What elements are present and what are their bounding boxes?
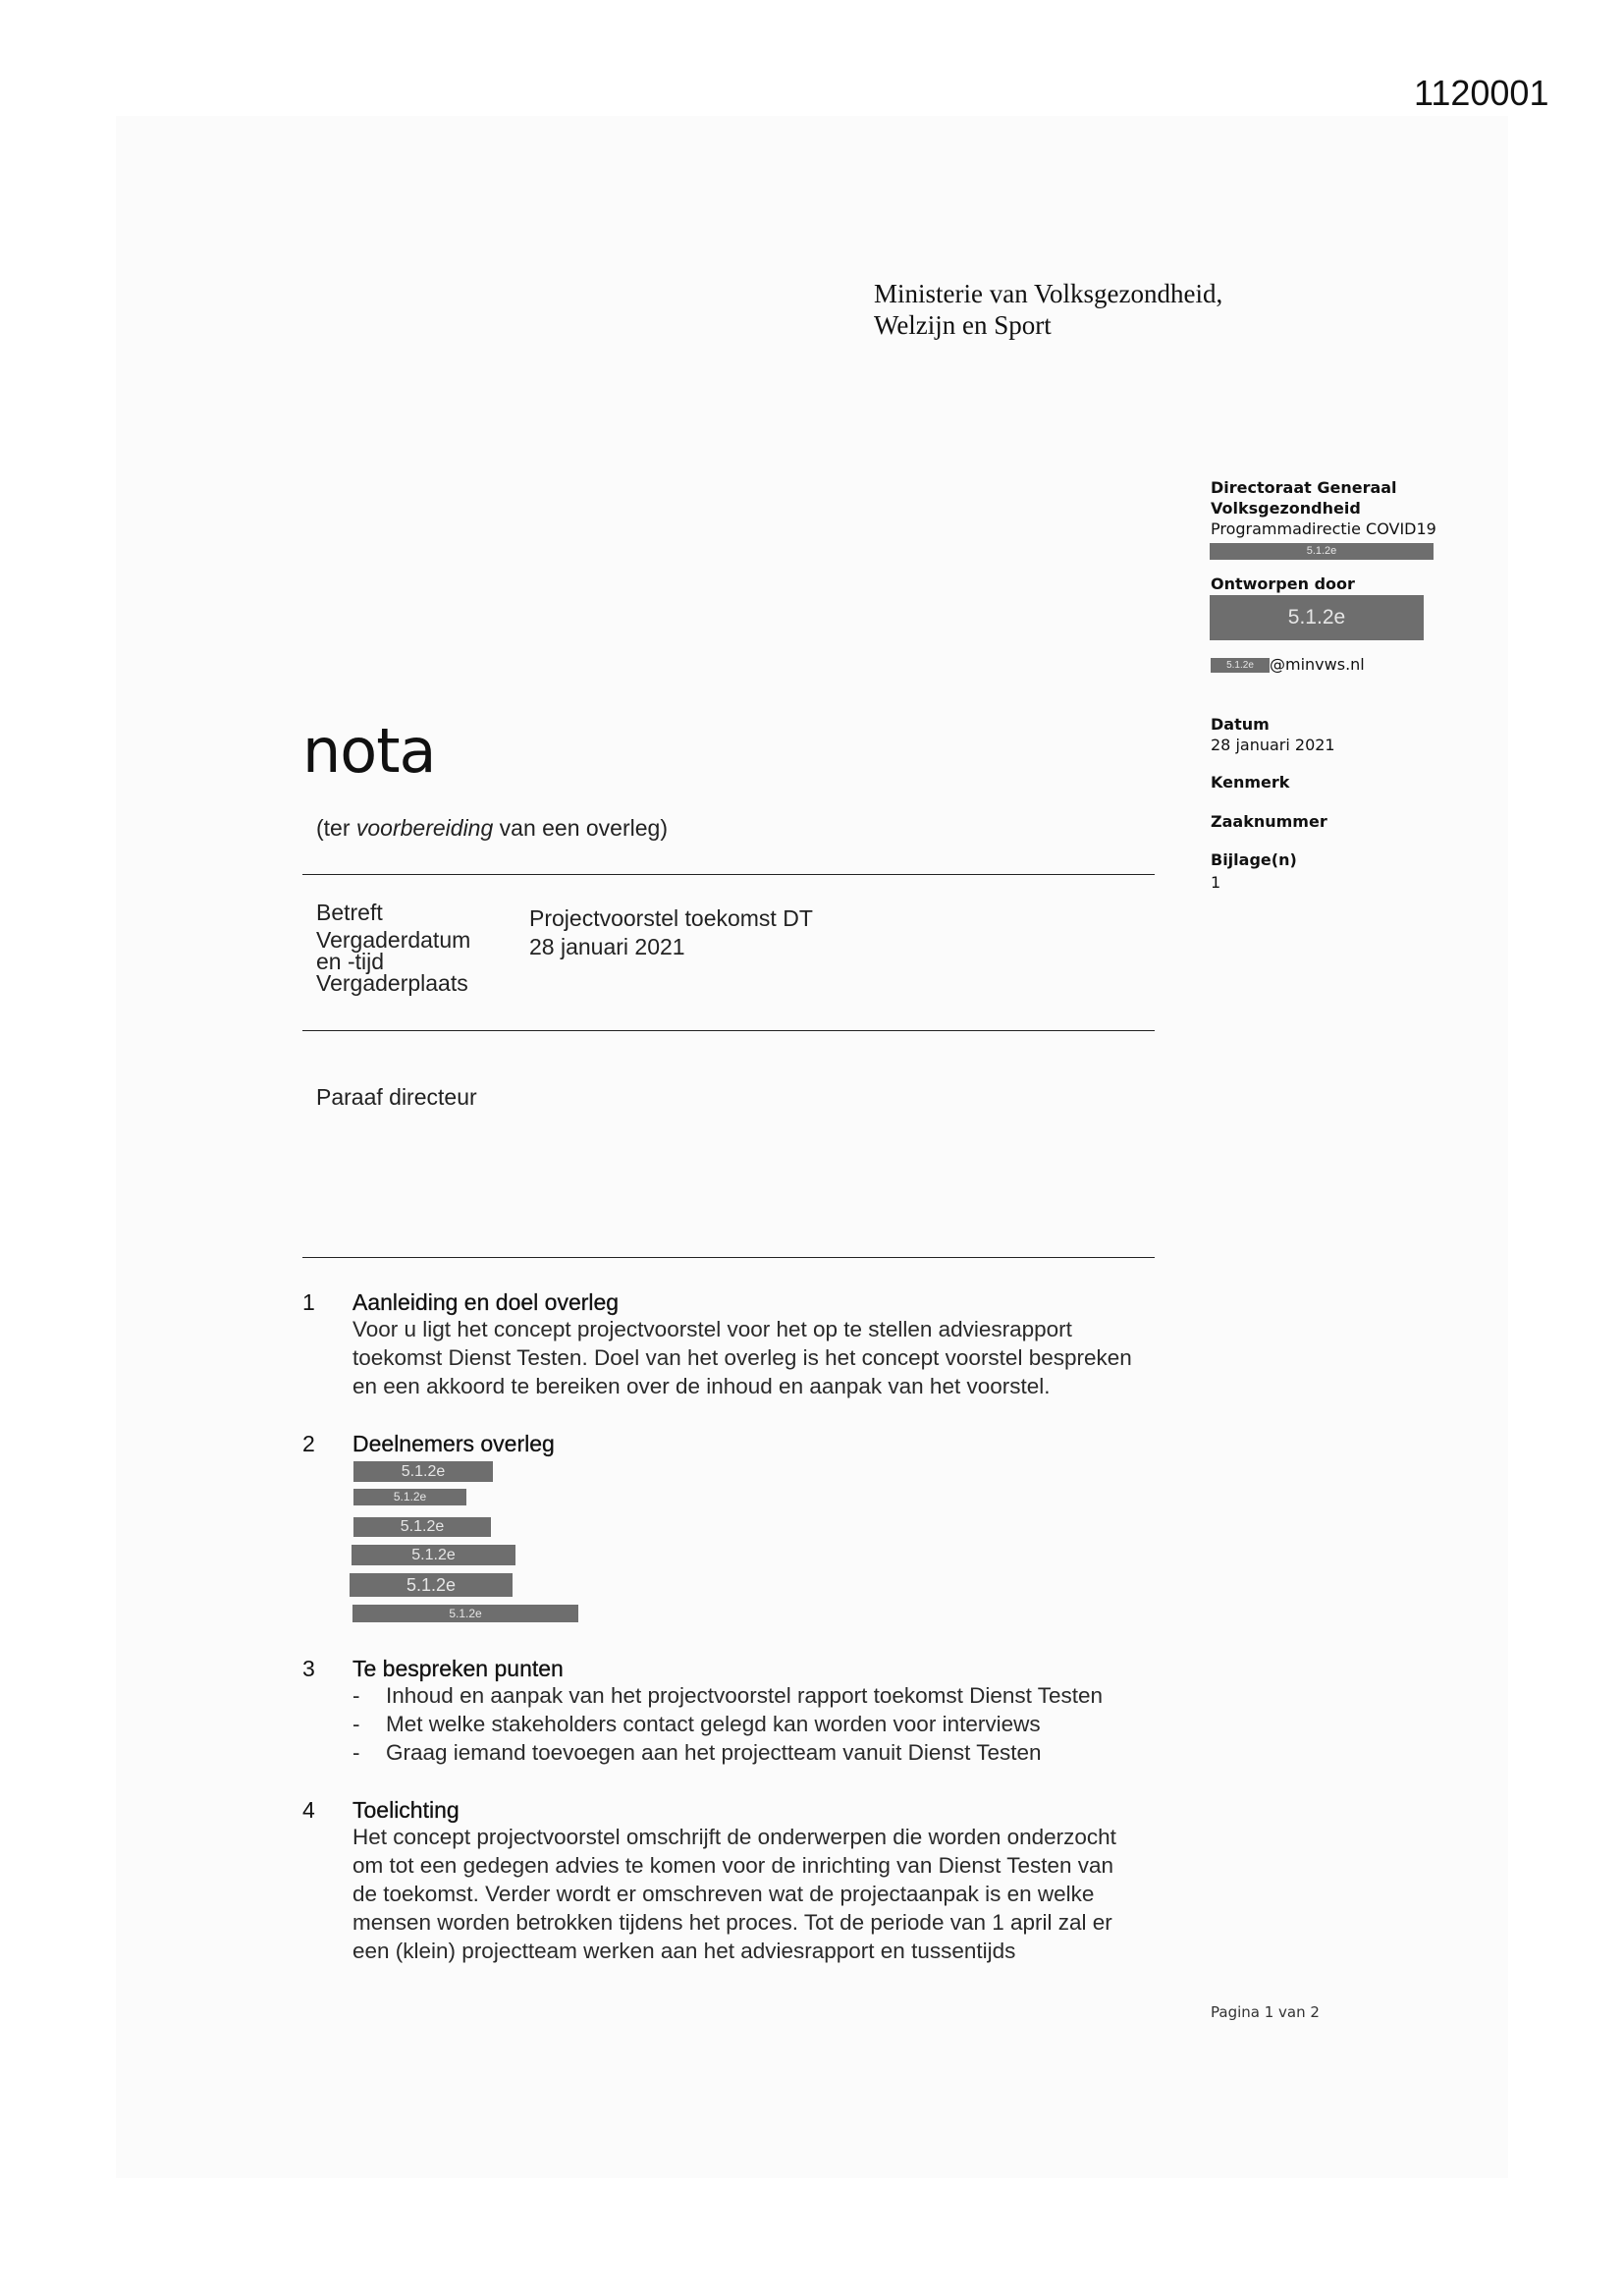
- page-footer: Pagina 1 van 2: [1211, 2003, 1320, 2021]
- subtitle-prefix: (ter: [316, 815, 356, 841]
- divider-3: [302, 1257, 1155, 1258]
- subject-value: Projectvoorstel toekomst DT: [529, 905, 813, 931]
- section-3-number: 3: [302, 1656, 315, 1681]
- subtitle: [316, 815, 668, 842]
- list-item: [352, 1710, 1103, 1738]
- bullet-text: Inhoud en aanpak van het projectvoorstel rapport toekomst Dienst Testen: [386, 1683, 1104, 1708]
- section-4-line: een (klein) projectteam werken aan het adviesrapport en tussentijds: [352, 1939, 1016, 1963]
- case-number-label: Zaaknummer: [1211, 812, 1327, 831]
- email-line: [1211, 654, 1365, 675]
- section-4-line: mensen worden betrokken tijdens het proces. Tot de periode van 1 april zal er: [352, 1910, 1112, 1935]
- bullet-text: Met welke stakeholders contact gelegd kan worden voor interviews: [386, 1712, 1041, 1736]
- ministry-line-2: Welzijn en Sport: [874, 310, 1052, 340]
- participant-redaction: 5.1.2e: [352, 1605, 578, 1622]
- list-item: [352, 1681, 1103, 1710]
- program-name: Programmadirectie COVID19: [1211, 519, 1436, 538]
- divider-1: [302, 874, 1155, 875]
- section-2-number: 2: [302, 1431, 315, 1456]
- section-2-heading: Deelnemers overleg: [352, 1431, 555, 1456]
- bullet-dash: -: [352, 1683, 360, 1708]
- section-1-line: Voor u ligt het concept projectvoorstel voor het op te stellen adviesrapport: [352, 1317, 1072, 1341]
- participant-redaction: 5.1.2e: [353, 1489, 466, 1505]
- section-1-line: en een akkoord te bereiken over de inhoud en aanpak van het voorstel.: [352, 1374, 1051, 1398]
- section-3-heading: Te bespreken punten: [352, 1656, 564, 1681]
- section-4-line: de toekomst. Verder wordt er omschreven wat de projectaanpak is en welke: [352, 1882, 1095, 1906]
- section-4-heading: Toelichting: [352, 1797, 460, 1823]
- section-3-bullets: [352, 1681, 1103, 1767]
- bullet-text: Graag iemand toevoegen aan het projectteam vanuit Dienst Testen: [386, 1740, 1042, 1765]
- reference-label: Kenmerk: [1211, 773, 1290, 792]
- bullet-dash: -: [352, 1740, 360, 1765]
- initials-label: Paraaf directeur: [316, 1084, 477, 1110]
- section-4-line: Het concept projectvoorstel omschrijft de onderwerpen die worden onderzocht: [352, 1825, 1116, 1849]
- sidebar-directorate: [1211, 477, 1436, 539]
- meeting-datetime-label-1: Vergaderdatum: [316, 927, 471, 953]
- subject-label: Betreft: [316, 900, 383, 925]
- document-number: 1120001: [1414, 73, 1549, 113]
- participant-redaction: 5.1.2e: [352, 1545, 515, 1565]
- section-1-body: [352, 1315, 1197, 1400]
- ministry-line-1: Ministerie van Volksgezondheid,: [874, 279, 1223, 308]
- section-1-number: 1: [302, 1289, 315, 1315]
- directorate-line-1: Directoraat Generaal: [1211, 478, 1397, 497]
- participant-redaction: 5.1.2e: [353, 1517, 491, 1537]
- redaction-sidebar-1: 5.1.2e: [1210, 543, 1434, 560]
- subtitle-suffix: van een overleg): [493, 815, 668, 841]
- section-4-number: 4: [302, 1797, 315, 1823]
- participant-redaction: 5.1.2e: [350, 1573, 513, 1597]
- ministry-logo-text: [874, 278, 1222, 341]
- email-domain: @minvws.nl: [1270, 655, 1365, 674]
- designed-by-label: Ontworpen door: [1211, 574, 1355, 593]
- section-4-body: [352, 1823, 1197, 1965]
- redaction-email: 5.1.2e: [1211, 658, 1270, 673]
- section-4-line: om tot een gedegen advies te komen voor de inrichting van Dienst Testen van: [352, 1853, 1114, 1878]
- attachments-value: 1: [1211, 873, 1221, 892]
- meeting-date-value: 28 januari 2021: [529, 934, 685, 959]
- date-value: 28 januari 2021: [1211, 736, 1335, 754]
- section-1-line: toekomst Dienst Testen. Doel van het overleg is het concept voorstel bespreken: [352, 1345, 1132, 1370]
- meeting-datetime-label-2: en -tijd: [316, 949, 385, 974]
- meeting-place-label: Vergaderplaats: [316, 970, 468, 996]
- redaction-designed-by: 5.1.2e: [1210, 595, 1424, 640]
- divider-2: [302, 1030, 1155, 1031]
- date-label: Datum: [1211, 715, 1270, 734]
- participant-redaction: 5.1.2e: [353, 1461, 493, 1482]
- directorate-line-2: Volksgezondheid: [1211, 499, 1361, 518]
- page-title: nota: [302, 715, 436, 787]
- section-1-heading: Aanleiding en doel overleg: [352, 1289, 620, 1315]
- bullet-dash: -: [352, 1712, 360, 1736]
- list-item: [352, 1738, 1103, 1767]
- attachments-label: Bijlage(n): [1211, 850, 1297, 869]
- subtitle-italic: voorbereiding: [355, 815, 494, 841]
